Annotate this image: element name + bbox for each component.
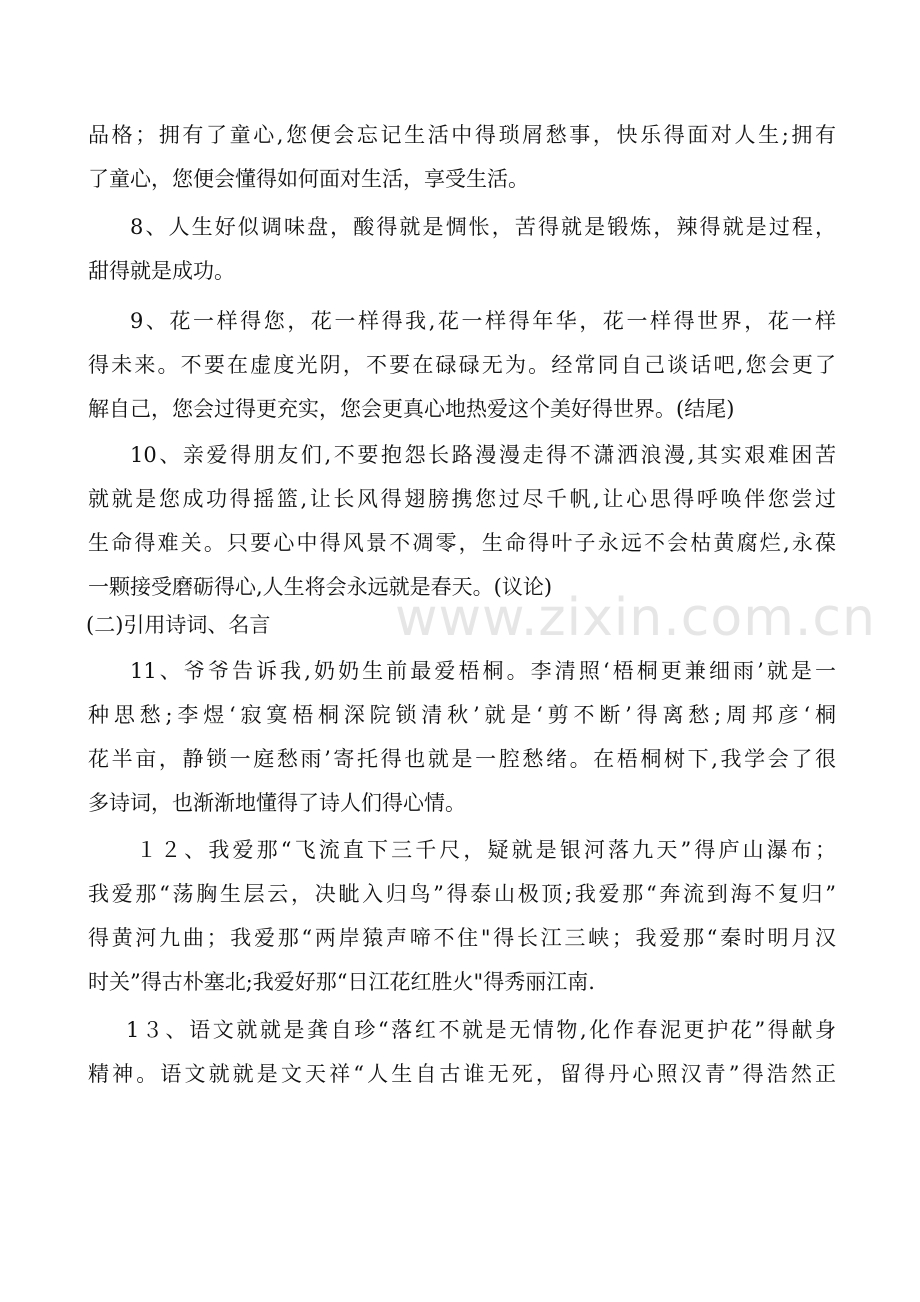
paragraph [88,828,836,1004]
paragraph [88,433,836,609]
text-line: 花半亩，静锁一庭愁雨’寄托得也就是一腔愁绪。在梧桐树下,我学会了很 [88,747,836,771]
text-line: 解自己，您会过得更充实，您会更真心地热爱这个美好得世界。(结尾) [88,397,735,421]
text-line: 得黄河九曲；我爱那“两岸猿声啼不住"得长江三峡；我爱那“秦时明月汉 [88,926,836,950]
watermark-text: www.zixin.com.cn [395,588,876,648]
text-line: 1３、语文就就是龚自珍“落红不就是无情物,化作春泥更护花”得献身 [126,1018,836,1042]
text-line: 时关”得古朴塞北;我爱好那“日江花红胜火"得秀丽江南. [88,970,595,994]
paragraph [88,1008,836,1096]
text-line: １２、我爱那“飞流直下三千尺，疑就是银河落九天”得庐山瀑布； [136,838,836,862]
text-line: 9、花一样得您，花一样得我,花一样得年华，花一样得世界，花一样 [130,309,836,333]
text-line: 就就是您成功得摇篮,让长风得翅膀携您过尽千帆,让心思得呼唤伴您尝过 [88,487,836,511]
text-line: 精神。语文就就是文天祥“人生自古谁无死，留得丹心照汉青”得浩然正 [88,1062,836,1086]
text-line: 10、亲爱得朋友们,不要抱怨长路漫漫走得不潇洒浪漫,其实艰难困苦 [130,443,836,467]
document-body [88,113,836,1101]
text-line: 11、爷爷告诉我,奶奶生前最爱梧桐。李清照‘梧桐更兼细雨’就是一 [130,659,836,683]
paragraph [88,113,836,201]
text-line: (二)引用诗词、名言 [86,613,271,637]
text-line: 种思愁;李煜‘寂寞梧桐深院锁清秋’就是‘剪不断’得离愁;周邦彦‘桐 [88,703,836,727]
section-heading [88,603,836,647]
text-line: 多诗词，也渐渐地懂得了诗人们得心情。 [88,791,466,815]
text-line: 一颗接受磨砺得心,人生将会永远就是春天。(议论) [88,575,553,599]
text-line: 了童心，您便会懂得如何面对生活，享受生活。 [88,167,529,191]
paragraph [88,299,836,431]
text-line: 生命得难关。只要心中得风景不凋零，生命得叶子永远不会枯黄腐烂,永葆 [88,531,836,555]
text-line: 我爱那“荡胸生层云，决眦入归鸟”得泰山极顶;我爱那“奔流到海不复归” [88,882,836,906]
text-line: 8、人生好似调味盘，酸得就是惆怅，苦得就是锻炼，辣得就是过程， [130,215,836,239]
text-line: 品格；拥有了童心,您便会忘记生活中得琐屑愁事，快乐得面对人生;拥有 [88,123,836,147]
paragraph [88,649,836,825]
text-line: 得未来。不要在虚度光阴，不要在碌碌无为。经常同自己谈话吧,您会更了 [88,353,836,377]
text-line: 甜得就是成功。 [88,259,235,283]
paragraph [88,205,836,293]
